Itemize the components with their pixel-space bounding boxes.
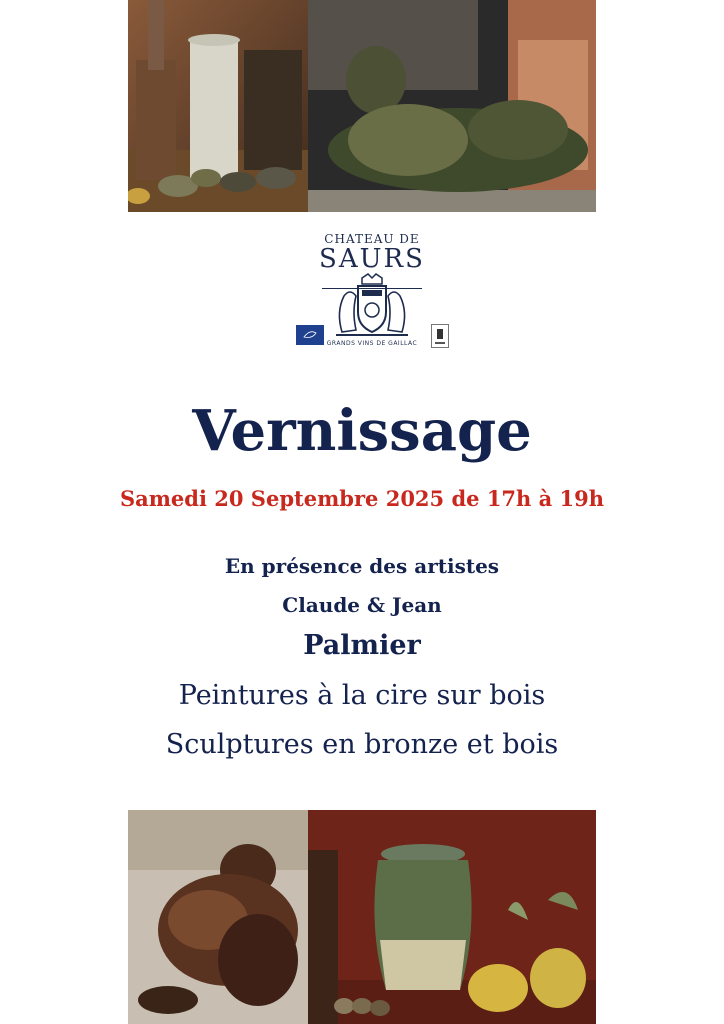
works-line-paintings: Peintures à la cire sur bois [178,680,546,711]
event-date: Samedi 20 Septembre 2025 de 17h à 19h [119,486,605,511]
artists-surname: Palmier [303,630,421,661]
certification-badge-icon [431,324,449,348]
logo-line-1: CHATEAU DE [324,232,420,246]
works-line-sculptures: Sculptures en bronze et bois [165,729,559,760]
eu-organic-flag-icon [296,325,324,345]
still-life-painting-image [128,0,308,212]
bronze-sculpture-image [308,0,596,212]
logo-line-2: SAURS [319,244,425,274]
presence-text: En présence des artistes [224,554,500,578]
coat-of-arms-icon [322,272,422,340]
logo-tagline: GRANDS VINS DE GAILLAC [326,340,418,347]
vase-still-life-painting-image [308,810,596,1024]
event-title: Vernissage [192,398,532,464]
bronze-crouching-figure-image [128,810,308,1024]
artists-names: Claude & Jean [282,593,442,617]
